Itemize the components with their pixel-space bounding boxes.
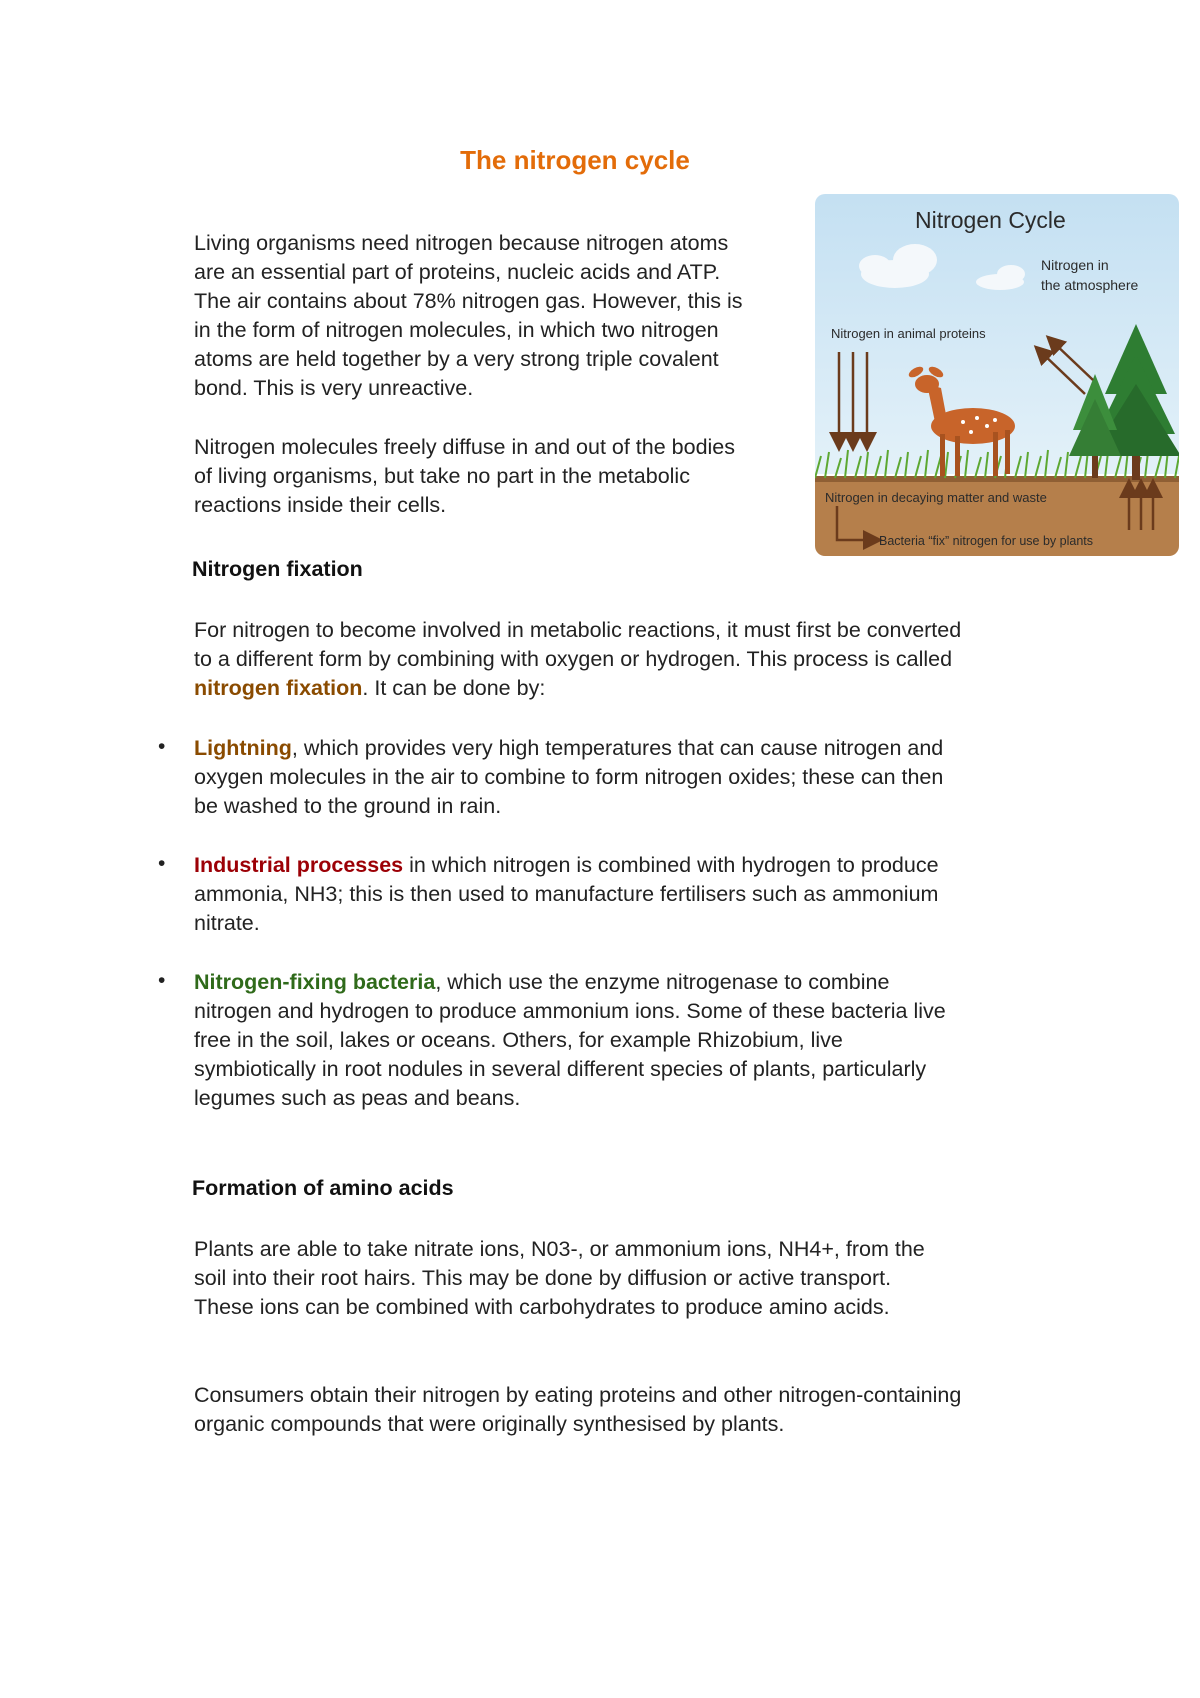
list-item-bacteria: Nitrogen-fixing bacteria, which use the enzyme nitrogenase to combine nitrogen and hydrogen to produce ammonium ions. Some of these bacteria live free in the soil, lakes or oceans. Others, for example Rhizobium, live symbiotically in root nodules in several different species of plants, particularly legumes such as peas and beans. xyxy=(194,970,946,1110)
term-lightning: Lightning xyxy=(194,736,292,760)
label-atmosphere-2: the atmosphere xyxy=(1041,277,1139,293)
bullet-marker: • xyxy=(158,969,166,992)
page-title: The nitrogen cycle xyxy=(460,145,690,175)
bullet-marker: • xyxy=(158,735,166,758)
amino-paragraph-2: Consumers obtain their nitrogen by eating proteins and other nitrogen-containing organic compounds that were originally synthesised by plants. xyxy=(194,1383,962,1436)
term-nitrogen-fixation: nitrogen fixation xyxy=(194,676,363,700)
nitrogen-cycle-figure xyxy=(815,194,1179,556)
label-decaying-matter: Nitrogen in decaying matter and waste xyxy=(825,490,1047,505)
label-animal-proteins: Nitrogen in animal proteins xyxy=(831,326,986,341)
term-industrial-processes: Industrial processes xyxy=(194,853,404,877)
list-item-lightning: Lightning, which provides very high temperatures that can cause nitrogen and oxygen molecules in the air to combine to form nitrogen oxides; these can then be washed to the ground in rain. xyxy=(194,736,944,818)
fixation-intro: For nitrogen to become involved in metabolic reactions, it must first be converted to a different form by combining with oxygen or hydrogen. This process is called nitrogen fixation. It can be done by: xyxy=(194,618,962,700)
term-nitrogen-fixing-bacteria: Nitrogen-fixing bacteria xyxy=(194,970,436,994)
label-atmosphere-1: Nitrogen in xyxy=(1041,257,1109,273)
heading-amino-acids: Formation of amino acids xyxy=(192,1176,454,1200)
figure-title: Nitrogen Cycle xyxy=(915,207,1066,233)
label-bacteria: Bacteria “fix” nitrogen for use by plants xyxy=(879,534,1093,548)
bullet-marker: • xyxy=(158,852,166,875)
intro-paragraph-2: Nitrogen molecules freely diffuse in and out of the bodies of living organisms, but take no part in the metabolic reactions inside their cells. xyxy=(194,435,736,517)
amino-paragraph-1: Plants are able to take nitrate ions, N03-, or ammonium ions, NH4+, from the soil into their root hairs. This may be done by diffusion or active transport. These ions can be combined with carbohydrates to produce amino acids. xyxy=(194,1237,925,1319)
heading-nitrogen-fixation: Nitrogen fixation xyxy=(192,557,363,581)
intro-paragraph-1: Living organisms need nitrogen because nitrogen atoms are an essential part of proteins, nucleic acids and ATP. The air contains about 78% nitrogen gas. However, this is in the form of nitrogen molecules, in which two nitrogen atoms are held together by a very strong triple covalent bond. This is very unreactive. xyxy=(194,231,743,400)
list-item-industrial: Industrial processes in which nitrogen is combined with hydrogen to produce ammonia, NH3; this is then used to manufacture fertilisers such as ammonium nitrate. xyxy=(194,853,939,935)
